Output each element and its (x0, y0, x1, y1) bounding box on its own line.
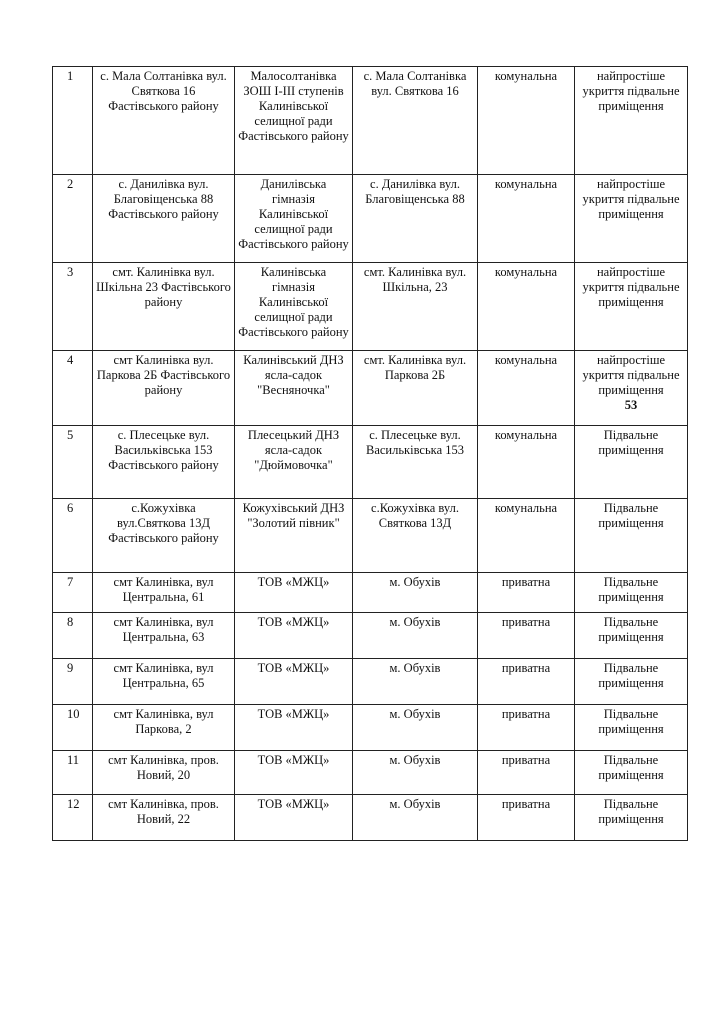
address-cell: м. Обухів (353, 573, 478, 613)
table-row (53, 263, 688, 351)
settlement-cell: с. Плесецьке вул. Васильківська 153 Фастівського району (93, 426, 235, 499)
settlement-cell: с. Данилівка вул. Благовіщенська 88 Фастівського району (93, 175, 235, 263)
shelter-type-cell (575, 351, 688, 426)
settlement-cell: смт Калинівка, вул Центральна, 61 (93, 573, 235, 613)
row-number: 5 (53, 426, 93, 499)
ownership-cell: приватна (478, 795, 575, 841)
shelter-type-cell: Підвальне приміщення (575, 499, 688, 573)
settlement-cell: с.Кожухівка вул.Святкова 13Д Фастівського району (93, 499, 235, 573)
ownership-cell: комунальна (478, 175, 575, 263)
ownership-cell: приватна (478, 659, 575, 705)
ownership-cell: комунальна (478, 426, 575, 499)
table-row (53, 795, 688, 841)
row-number: 2 (53, 175, 93, 263)
settlement-cell: смт. Калинівка вул. Шкільна 23 Фастівського району (93, 263, 235, 351)
row-number: 3 (53, 263, 93, 351)
row-number: 4 (53, 351, 93, 426)
table-row (53, 499, 688, 573)
table-row (53, 67, 688, 175)
institution-cell: Плесецький ДНЗ ясла-садок "Дюймовочка" (235, 426, 353, 499)
table-row (53, 426, 688, 499)
page-number: 53 (624, 398, 638, 412)
row-number: 7 (53, 573, 93, 613)
settlement-cell: смт Калинівка, пров. Новий, 22 (93, 795, 235, 841)
settlement-cell: с. Мала Солтанівка вул. Святкова 16 Фастівського району (93, 67, 235, 175)
row-number: 6 (53, 499, 93, 573)
institution-cell: ТОВ «МЖЦ» (235, 705, 353, 751)
row-number: 11 (53, 751, 93, 795)
institution-cell: ТОВ «МЖЦ» (235, 613, 353, 659)
shelter-type-cell: Підвальне приміщення (575, 573, 688, 613)
address-cell: м. Обухів (353, 659, 478, 705)
table-row (53, 351, 688, 426)
institution-cell: Кожухівський ДНЗ "Золотий півник" (235, 499, 353, 573)
shelter-type-cell: найпростіше укриття підвальне приміщення (575, 175, 688, 263)
ownership-cell: комунальна (478, 67, 575, 175)
table-row (53, 659, 688, 705)
address-cell: с. Плесецьке вул. Васильківська 153 (353, 426, 478, 499)
ownership-cell: приватна (478, 705, 575, 751)
shelter-type-cell: найпростіше укриття підвальне приміщення (575, 67, 688, 175)
settlement-cell: смт Калинівка, вул Паркова, 2 (93, 705, 235, 751)
shelter-type-text: найпростіше укриття підвальне приміщення (582, 353, 680, 397)
ownership-cell: комунальна (478, 351, 575, 426)
settlement-cell: смт Калинівка, вул Центральна, 63 (93, 613, 235, 659)
ownership-cell: комунальна (478, 263, 575, 351)
shelter-type-cell: Підвальне приміщення (575, 659, 688, 705)
shelter-type-cell: Підвальне приміщення (575, 426, 688, 499)
ownership-cell: приватна (478, 573, 575, 613)
shelter-registry-table (52, 66, 688, 841)
address-cell: м. Обухів (353, 795, 478, 841)
shelter-type-cell: Підвальне приміщення (575, 751, 688, 795)
institution-cell: ТОВ «МЖЦ» (235, 659, 353, 705)
row-number: 1 (53, 67, 93, 175)
row-number: 9 (53, 659, 93, 705)
institution-cell: Калинівська гімназія Калинівської селищної ради Фастівського району (235, 263, 353, 351)
table-row (53, 705, 688, 751)
row-number: 10 (53, 705, 93, 751)
address-cell: с. Данилівка вул. Благовіщенська 88 (353, 175, 478, 263)
table-row (53, 175, 688, 263)
institution-cell: Калинівський ДНЗ ясла-садок "Весняночка" (235, 351, 353, 426)
shelter-type-cell: Підвальне приміщення (575, 705, 688, 751)
row-number: 12 (53, 795, 93, 841)
address-cell: смт. Калинівка вул. Паркова 2Б (353, 351, 478, 426)
settlement-cell: смт Калинівка, вул Центральна, 65 (93, 659, 235, 705)
address-cell: с. Мала Солтанівка вул. Святкова 16 (353, 67, 478, 175)
shelter-type-cell: Підвальне приміщення (575, 795, 688, 841)
shelter-type-cell: Підвальне приміщення (575, 613, 688, 659)
address-cell: смт. Калинівка вул. Шкільна, 23 (353, 263, 478, 351)
ownership-cell: приватна (478, 751, 575, 795)
ownership-cell: приватна (478, 613, 575, 659)
address-cell: м. Обухів (353, 613, 478, 659)
table-row (53, 573, 688, 613)
institution-cell: ТОВ «МЖЦ» (235, 795, 353, 841)
settlement-cell: смт Калинівка, пров. Новий, 20 (93, 751, 235, 795)
institution-cell: Данилівська гімназія Калинівської селищної ради Фастівського району (235, 175, 353, 263)
institution-cell: ТОВ «МЖЦ» (235, 751, 353, 795)
institution-cell: Малосолтанівка ЗОШ І-ІІІ ступенів Калинівської селищної ради Фастівського району (235, 67, 353, 175)
address-cell: с.Кожухівка вул. Святкова 13Д (353, 499, 478, 573)
shelter-type-cell: найпростіше укриття підвальне приміщення (575, 263, 688, 351)
table-row (53, 613, 688, 659)
settlement-cell: смт Калинівка вул. Паркова 2Б Фастівського району (93, 351, 235, 426)
row-number: 8 (53, 613, 93, 659)
address-cell: м. Обухів (353, 751, 478, 795)
table-row (53, 751, 688, 795)
institution-cell: ТОВ «МЖЦ» (235, 573, 353, 613)
address-cell: м. Обухів (353, 705, 478, 751)
ownership-cell: комунальна (478, 499, 575, 573)
